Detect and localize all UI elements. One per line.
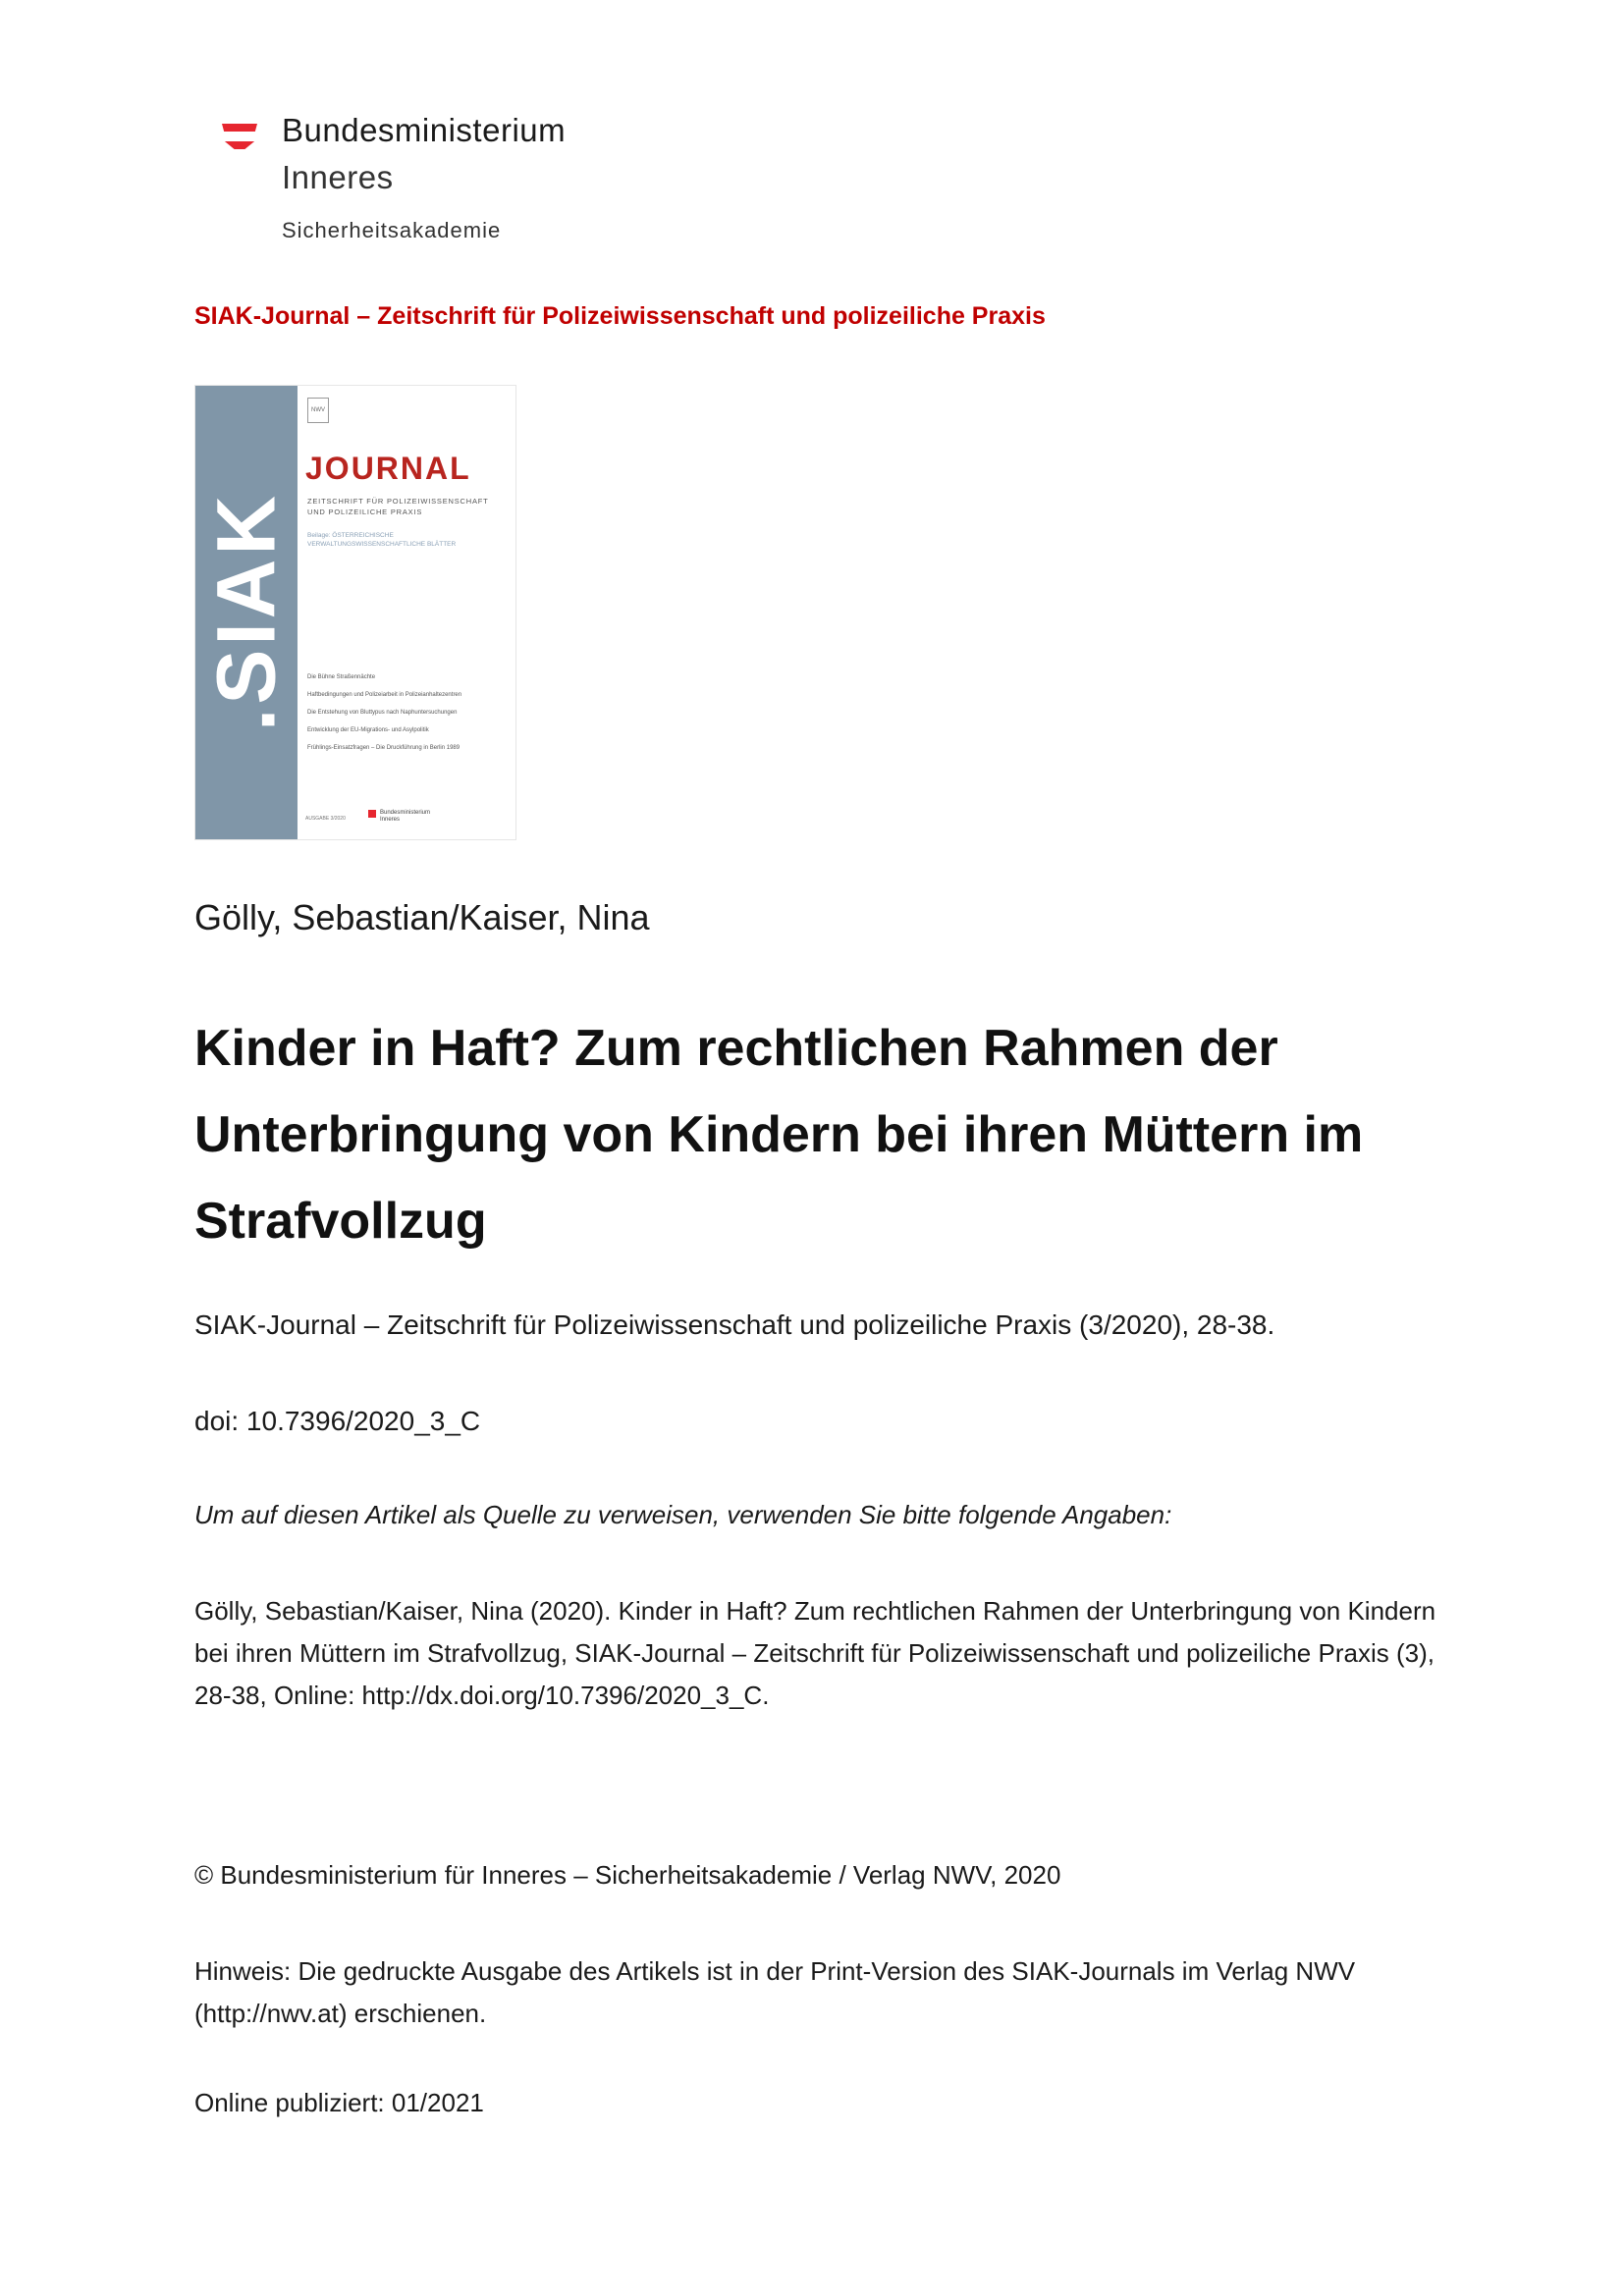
cover-subtitle: ZEITSCHRIFT FÜR POLIZEIWISSENSCHAFT UND POLIZEILICHE PRAXIS [307, 497, 489, 516]
cover-toc-item: Die Entstehung von Bluttypus nach Naphuntersuchungen [307, 710, 458, 716]
cover-toc [307, 668, 509, 757]
authors: Gölly, Sebastian/Kaiser, Nina [194, 897, 650, 937]
print-note: Hinweis: Die gedruckte Ausgabe des Artikels ist in der Print-Version des SIAK-Journals im Verlag NWV (http://nwv.at) erschienen. [194, 1956, 1356, 2028]
full-citation: Gölly, Sebastian/Kaiser, Nina (2020). Kinder in Haft? Zum rechtlichen Rahmen der Unterbringung von Kindern bei ihren Müttern im Strafvollzug, SIAK-Journal – Zeitschrift für Polizeiwissenschaft und polizeiliche Praxis (3), 28-38, Online: http://dx.doi.org/10.7396/2020_3_C. [194, 1596, 1436, 1710]
austria-flag-icon [222, 124, 257, 151]
article-title: Kinder in Haft? Zum rechtlichen Rahmen der Unterbringung von Kindern bei ihren Müttern im Strafvollzug [194, 1020, 1364, 1250]
journal-header: SIAK-Journal – Zeitschrift für Polizeiwissenschaft und polizeiliche Praxis [194, 302, 1046, 330]
cover-publisher-mark: NWV [307, 398, 329, 423]
copyright: © Bundesministerium für Inneres – Sicherheitsakademie / Verlag NWV, 2020 [194, 1860, 1061, 1890]
cover-toc-item: Die Bühne Straßennächte [307, 674, 376, 680]
cover-issue: AUSGABE 3/2020 [305, 816, 346, 822]
cover-publisher [380, 810, 430, 824]
cover-publisher-line: Bundesministerium [380, 810, 431, 816]
cover-title: JOURNAL [305, 451, 471, 486]
cover-band-text: .SIAK [199, 491, 293, 732]
ministry-subname: Inneres [282, 159, 394, 195]
cover-toc-item: Haftbedingungen und Polizeiarbeit in Polizeianhaltezentren [307, 692, 462, 698]
academy-name: Sicherheitsakademie [282, 218, 502, 242]
published-date: Online publiziert: 01/2021 [194, 2088, 484, 2117]
journal-cover-image [194, 385, 516, 840]
cover-toc-item: Frühlings-Einsatzfragen – Die Druckführung in Berlin 1989 [307, 745, 460, 751]
cover-publisher-line: Inneres [380, 817, 401, 823]
journal-citation: SIAK-Journal – Zeitschrift für Polizeiwissenschaft und polizeiliche Praxis (3/2020), 28-38. [194, 1309, 1275, 1340]
ministry-name: Bundesministerium [282, 112, 567, 148]
cover-toc-item: Entwicklung der EU-Migrations- und Asylpolitik [307, 727, 429, 733]
cover-blurb: Beilage: ÖSTERREICHISCHE VERWALTUNGSWISSENSCHAFTLICHE BLÄTTER [307, 532, 457, 548]
cover-band [195, 386, 298, 839]
doi: doi: 10.7396/2020_3_C [194, 1406, 481, 1436]
cite-instruction: Um auf diesen Artikel als Quelle zu verweisen, verwenden Sie bitte folgende Angaben: [194, 1500, 1172, 1529]
cover-logo-icon [368, 810, 376, 818]
